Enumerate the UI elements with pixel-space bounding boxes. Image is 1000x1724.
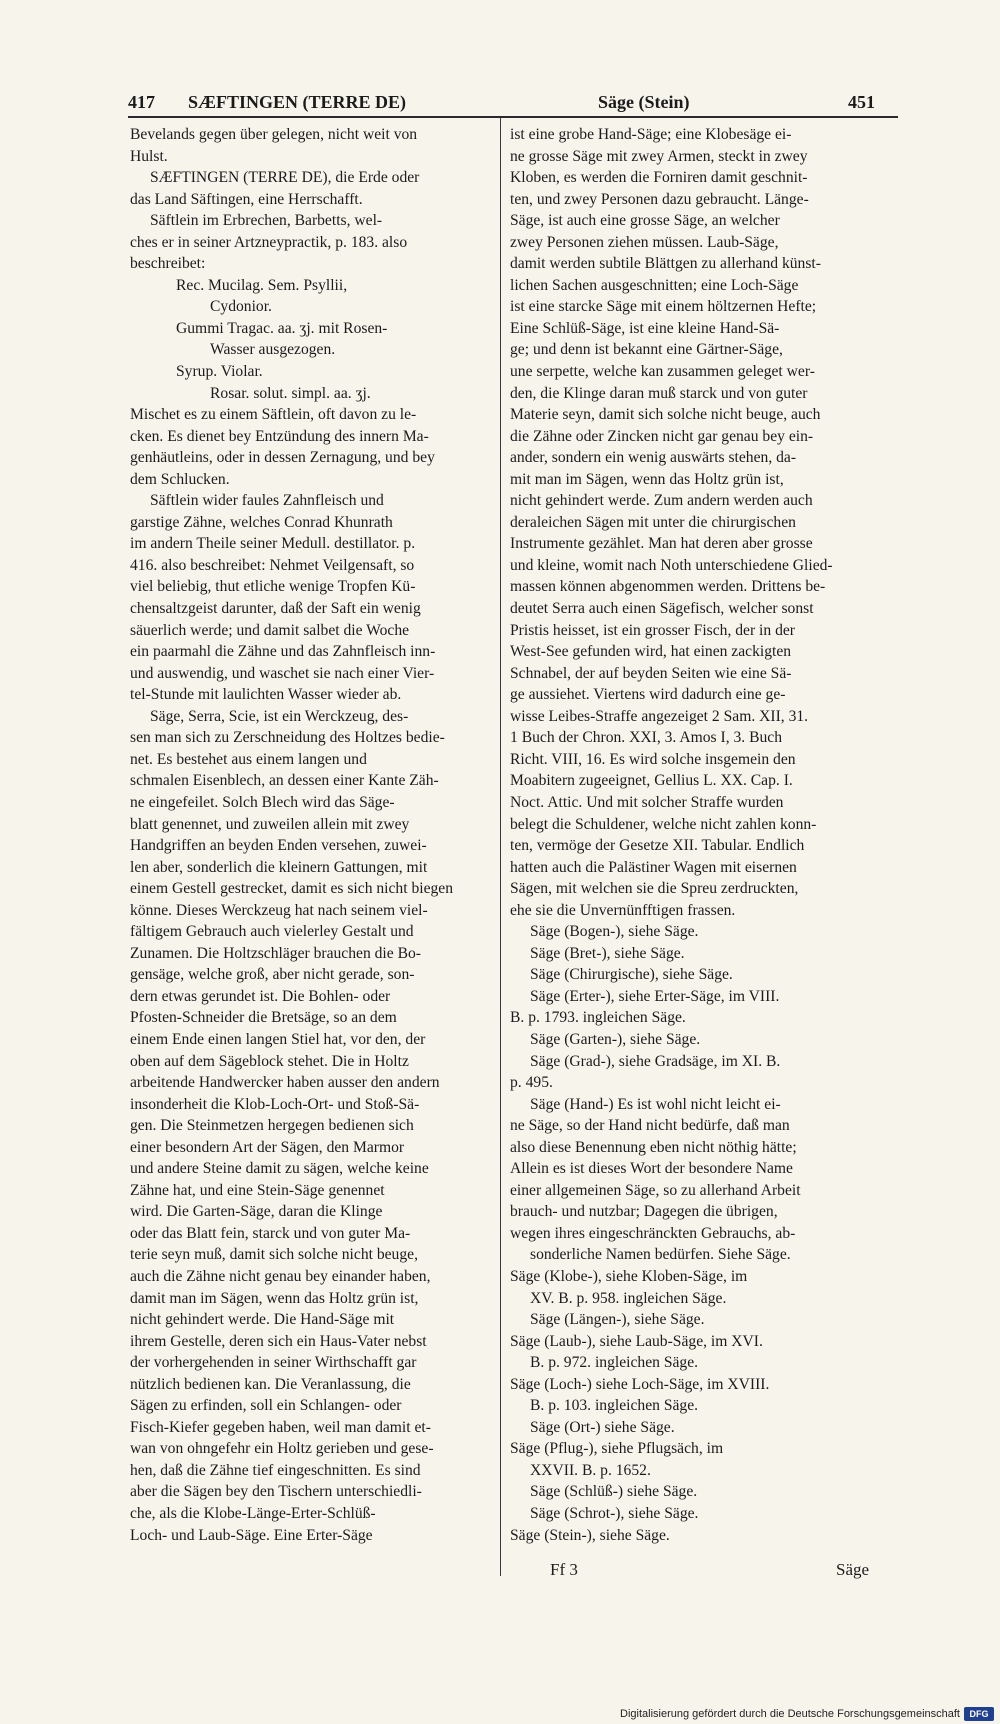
text-line: Wasser ausgezogen. [210, 341, 336, 359]
text-line: sen man sich zu Zerschneidung des Holtzes bedie- [130, 729, 445, 747]
text-line: genhäutleins, oder in dessen Zernagung, und bey [130, 449, 435, 467]
text-line: gensäge, welche groß, aber nicht gerade, son- [130, 966, 415, 984]
text-line: Säge (Pflug-), siehe Pflugsäch, im [510, 1440, 724, 1458]
text-line: säuerlich werde; und damit salbet die Woche [130, 621, 410, 639]
signature-mark: Ff 3 [550, 1560, 578, 1579]
text-line: und kleine, womit nach Noth unterschiedene Glied- [510, 556, 833, 574]
text-line: garstige Zähne, welches Conrad Khunrath [130, 513, 393, 531]
right-column [510, 124, 882, 1546]
text-line: könne. Dieses Werckzeug hat nach seinem viel- [130, 901, 428, 919]
text-line: deraleichen Sägen mit unter die chirurgischen [510, 513, 796, 531]
text-line: Säge (Loch-) siehe Loch-Säge, im XVIII. [510, 1375, 770, 1393]
text-line: West-See gefunden wird, hat einen zackigten [510, 643, 792, 661]
text-line: deutet Serra auch einen Sägefisch, welcher sonst [510, 600, 814, 618]
text-line: Säge (Schlüß-) siehe Säge. [530, 1483, 698, 1501]
digitization-footer [0, 1706, 1000, 1724]
text-line: mit man im Sägen, wenn das Holtz grün ist, [510, 470, 784, 488]
text-line: Schnabel, der auf beyden Seiten wie eine Sä- [510, 664, 792, 682]
text-line: B. p. 972. ingleichen Säge. [530, 1354, 699, 1372]
text-line: Rec. Mucilag. Sem. Psyllii, [176, 276, 348, 294]
text-line: XV. B. p. 958. ingleichen Säge. [530, 1289, 727, 1307]
text-line: Materie seyn, damit sich solche nicht beuge, auch [510, 406, 821, 424]
text-line: zwey Personen ziehen müssen. Laub-Säge, [510, 233, 779, 251]
text-line: Säge (Ort-) siehe Säge. [530, 1418, 675, 1436]
text-line: Richt. VIII, 16. Es wird solche insgemein den [510, 750, 796, 768]
text-line: Zunamen. Die Holtzschläger brauchen die Bo- [130, 944, 421, 962]
text-line: ihrem Gestelle, deren sich ein Haus-Vater nebst [130, 1332, 427, 1350]
left-page-number: 417 [128, 92, 155, 112]
text-line: hen, daß die Zähne tief eingeschnitten. Es sind [130, 1461, 421, 1479]
text-line: B. p. 103. ingleichen Säge. [530, 1397, 699, 1415]
text-line: chensaltzgeist darunter, daß der Saft ein wenig [130, 600, 421, 618]
text-line: wird. Die Garten-Säge, daran die Klinge [130, 1203, 383, 1221]
text-line: ge aussiehet. Viertens wird dadurch eine ge- [510, 686, 786, 704]
text-line: Bevelands gegen über gelegen, nicht weit von [130, 126, 418, 143]
text-line: une serpette, welche kan zusammen geleget wer- [510, 363, 815, 381]
text-line: belegt die Schuldener, welche nicht zahlen konn- [510, 815, 817, 833]
text-line: Syrup. Violar. [176, 363, 263, 381]
running-header [128, 88, 898, 118]
text-line: insonderheit die Klob-Loch-Ort- und Stoß-Sä- [130, 1095, 420, 1113]
text-line: auch die Zähne nicht genau bey einander haben, [130, 1267, 431, 1285]
text-line: Handgriffen an beyden Enden versehen, zuwei- [130, 837, 427, 855]
text-line: lichen Sachen ausgeschnitten; eine Loch-Säge [510, 276, 799, 294]
text-line: Fisch-Kiefer gegeben haben, weil man damit et- [130, 1418, 431, 1436]
text-line: ne Säge, so der Hand nicht bedürfe, daß man [510, 1117, 790, 1135]
text-line: ander, sondern ein wenig auswärts stehen, da- [510, 449, 797, 467]
text-line: schmalen Eisenblech, an dessen einer Kante Zäh- [130, 772, 439, 790]
text-line: p. 495. [510, 1074, 553, 1092]
text-line: ten, und zwey Personen dazu gebraucht. Länge- [510, 190, 809, 208]
text-line: Säge (Schrot-), siehe Säge. [530, 1505, 699, 1522]
text-line: Rosar. solut. simpl. aa. ʒj. [210, 384, 371, 402]
text-line: XXVII. B. p. 1652. [530, 1461, 651, 1479]
right-running-title: Säge (Stein) [598, 92, 690, 112]
text-line: die Zähne oder Zincken nicht gar genau bey ein- [510, 427, 814, 445]
text-line: der vorhergehenden in seiner Wirthschafft gar [130, 1354, 417, 1372]
text-line: Sägen zu erfinden, soll ein Schlangen- oder [130, 1397, 402, 1415]
text-line: arbeitende Handwercker haben ausser den andern [130, 1074, 440, 1092]
text-line: einer allgemeinen Säge, so zu allerhand Arbeit [510, 1181, 801, 1199]
text-line: che, als die Klobe-Länge-Erter-Schlüß- [130, 1505, 376, 1522]
text-line: wegen ihres eingeschränckten Gebrauchs, ab- [510, 1224, 796, 1242]
text-line: viel beliebig, thut etliche wenige Tropfen Kü- [130, 578, 416, 596]
right-page-number: 451 [848, 92, 875, 112]
header-rule [128, 116, 898, 118]
text-line: dern etwas gerundet ist. Die Bohlen- oder [130, 987, 391, 1005]
text-line: oder das Blatt fein, starck und von guter Ma- [130, 1224, 411, 1242]
text-line: aber die Sägen bey den Tischern unterschiedli- [130, 1483, 422, 1501]
text-line: Säge (Chirurgische), siehe Säge. [530, 966, 733, 984]
text-line: damit werden subtile Blättgen zu allerhand künst- [510, 255, 821, 273]
text-line: hatten auch die Palästiner Wagen mit eisernen [510, 858, 797, 876]
text-line: SÆFTINGEN (TERRE DE), die Erde oder [150, 169, 420, 187]
text-line: Zähne hat, und eine Stein-Säge genennet [130, 1181, 385, 1199]
text-line: tel-Stunde mit laulichten Wasser wieder ab. [130, 686, 402, 704]
text-line: sonderliche Namen bedürfen. Siehe Säge. [530, 1246, 791, 1264]
text-line: fältigem Gebrauch auch vielerley Gestalt und [130, 923, 414, 941]
text-line: 1 Buch der Chron. XXI, 3. Amos I, 3. Buch [510, 729, 782, 747]
text-line: ehe sie die Unvernünfftigen frassen. [510, 901, 736, 919]
text-line: Säge (Laub-), siehe Laub-Säge, im XVI. [510, 1332, 763, 1350]
text-line: wan von ohngefehr ein Holtz gerieben und gese- [130, 1440, 434, 1458]
text-line: ist eine grobe Hand-Säge; eine Klobesäge ei- [510, 126, 792, 143]
footer-text: Digitalisierung gefördert durch die Deutsche Forschungsgemeinschaft [620, 1708, 960, 1720]
text-line: beschreibet: [130, 255, 206, 273]
text-line: also diese Benennung eben nicht nöthig hätte; [510, 1138, 797, 1156]
text-line: Säge (Bret-), siehe Säge. [530, 944, 685, 962]
text-line: ge; und denn ist bekannt eine Gärtner-Säge, [510, 341, 783, 359]
column-divider [500, 118, 501, 1576]
text-line: massen können abgenommen werden. Drittens be- [510, 578, 826, 596]
text-line: Säge (Bogen-), siehe Säge. [530, 923, 699, 941]
text-line: B. p. 1793. ingleichen Säge. [510, 1009, 686, 1027]
text-line: Säge (Erter-), siehe Erter-Säge, im VIII. [530, 987, 780, 1005]
text-line: im andern Theile seiner Medull. destillator. p. [130, 535, 416, 553]
text-line: Säftlein im Erbrechen, Barbetts, wel- [150, 212, 383, 230]
text-line: das Land Säftingen, eine Herrschafft. [130, 190, 363, 208]
text-line: Säge (Hand-) Es ist wohl nicht leicht ei- [530, 1095, 781, 1113]
text-line: len aber, sonderlich die kleinern Gattungen, mit [130, 858, 428, 876]
text-line: ist eine starcke Säge mit einem höltzernen Hefte; [510, 298, 817, 316]
text-line: Noct. Attic. Und mit solcher Straffe wurden [510, 793, 784, 811]
text-line: Hulst. [130, 147, 168, 165]
text-line: Säge, Serra, Scie, ist ein Werckzeug, des- [150, 707, 409, 725]
text-line: und auswendig, und waschet sie nach einer Vier- [130, 664, 435, 682]
text-line: Moabitern zugeeignet, Gellius L. XX. Cap. I. [510, 772, 793, 790]
text-line: und andere Steine damit zu sägen, welche keine [130, 1160, 429, 1178]
dfg-logo: DFG [964, 1707, 994, 1721]
text-line: einer besondern Art der Sägen, den Marmor [130, 1138, 405, 1156]
text-line: Säge (Stein-), siehe Säge. [510, 1526, 670, 1544]
text-line: Sägen, mit welchen sie die Spreu zerdruckten, [510, 880, 799, 898]
text-line: gen. Die Steinmetzen hergegen bedienen sich [130, 1117, 414, 1135]
text-line: Allein es ist dieses Wort der besondere Name [510, 1160, 793, 1178]
text-line: cken. Es dienet bey Entzündung des innern Ma- [130, 427, 429, 445]
text-line: Säge (Längen-), siehe Säge. [530, 1311, 705, 1329]
text-line: dem Schlucken. [130, 470, 230, 488]
text-line: Säftlein wider faules Zahnfleisch und [150, 492, 384, 510]
text-line: einem Ende einen langen Stiel hat, vor den, der [130, 1030, 426, 1048]
text-line: Kloben, es werden die Forniren damit geschnit- [510, 169, 808, 187]
text-line: Gummi Tragac. aa. ʒj. mit Rosen- [176, 319, 388, 337]
text-line: ne eingefeilet. Solch Blech wird das Säge- [130, 793, 395, 811]
text-line: den, die Klinge daran muß starck und von guter [510, 384, 808, 402]
text-line: nicht gehindert werde. Die Hand-Säge mit [130, 1311, 395, 1329]
text-line: Säge (Grad-), siehe Gradsäge, im XI. B. [530, 1052, 781, 1070]
text-line: brauch- und nutzbar; Dagegen die übrigen, [510, 1203, 778, 1221]
text-line: Säge, ist auch eine grosse Säge, an welcher [510, 212, 780, 230]
text-line: terie seyn muß, damit sich solche nicht beuge, [130, 1246, 418, 1264]
text-line: Loch- und Laub-Säge. Eine Erter-Säge [130, 1526, 373, 1544]
text-line: ne grosse Säge mit zwey Armen, steckt in zwey [510, 147, 808, 165]
text-line: Säge (Klobe-), siehe Kloben-Säge, im [510, 1267, 748, 1285]
text-line: ten, vermöge der Gesetze XII. Tabular. Endlich [510, 837, 805, 855]
text-line: Pfosten-Schneider die Bretsäge, so an dem [130, 1009, 397, 1027]
text-line: Instrumente gezählet. Man hat deren aber grosse [510, 535, 813, 553]
text-line: damit man im Sägen, wenn das Holtz grün ist, [130, 1289, 419, 1307]
text-line: Säge (Garten-), siehe Säge. [530, 1030, 701, 1048]
left-running-title: SÆFTINGEN (TERRE DE) [188, 92, 407, 112]
text-line: Eine Schlüß-Säge, ist eine kleine Hand-Sä- [510, 319, 780, 337]
catchword: Säge [836, 1560, 870, 1579]
text-line: Cydonior. [210, 298, 272, 316]
text-line: ches er in seiner Artzneypractik, p. 183. also [130, 233, 408, 251]
left-column [130, 124, 500, 1546]
text-line: net. Es bestehet aus einem langen und [130, 750, 367, 768]
text-line: wisse Leibes-Straffe angezeiget 2 Sam. XII, 31. [510, 707, 809, 725]
text-line: nützlich bedienen kan. Die Veranlassung, die [130, 1375, 411, 1393]
text-line: Pristis heisset, ist ein grosser Fisch, der in der [510, 621, 795, 639]
text-line: Mischet es zu einem Säftlein, oft davon zu le- [130, 406, 417, 424]
text-line: einem Gestell gestrecket, damit es sich nicht biegen [130, 880, 454, 898]
text-line: oben auf dem Sägeblock stehet. Die in Holtz [130, 1052, 409, 1070]
text-line: blatt genennet, und zuweilen allein mit zwey [130, 815, 410, 833]
text-line: nicht gehindert werde. Zum andern werden auch [510, 492, 813, 510]
text-line: 416. also beschreibet: Nehmet Veilgensaft, so [130, 556, 415, 574]
text-line: ein paarmahl die Zähne und das Zahnfleisch inn- [130, 643, 436, 661]
